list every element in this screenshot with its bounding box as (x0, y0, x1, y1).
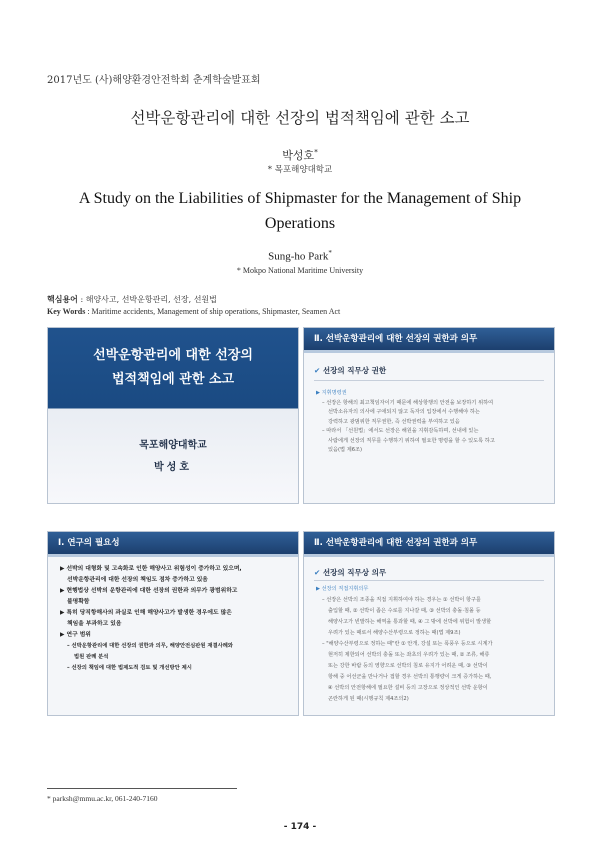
title-korean: 선박운항관리에 대한 선장의 법적책임에 관한 소고 (130, 109, 470, 127)
title-english: A Study on the Liabilities of Shipmaster for the Management of Ship Operations (78, 190, 522, 232)
slide-body: ▶ 지휘명령권 – 선장은 항해의 최고책임자이기 때문에 해상항행의 안전을 보장하기 위하여 선박소유자의 의사에 구애되지 않고 독자의 입장에서 수행해야 하는 강력하고 광범위한 직무권한, 즉 선박권력을 부여하고 있음 – 따라서 「선원법」에서도 선장은 해원을 지휘감독하며, 선내에 있는 사람에게 선장의 직무를 수행하기 위하여 필요한 명령을 할 수 있도록 하고 있음(법 제6조) (316, 390, 495, 453)
conference-header: 2017년도 (사)해양환경안전학회 춘계학술발표회 (47, 75, 261, 86)
slide-subheading: ✔ 선장의 직무상 의무 (314, 568, 387, 577)
divider (314, 380, 544, 381)
slide-subheading: ✔ 선장의 직무상 권한 (314, 366, 387, 375)
slide-body: ▶ 선박의 대형화 및 고속화로 인한 해양사고 위험성이 증가하고 있으며, 선박운항관리에 대한 선장의 책임도 점차 증가하고 있음 ▶ 현행법상 선박의 운항관리에 대한 선장의 권한과 의무가 광범위하고 불명확함 ▶ 특히 당직항해사의 과실로 인해 해양사고가 발생한 경우에도 많은 책임을 부과하고 있음 ▶ 연구 범위 – 선박운항관리에 대한 선장의 권한과 의무, 해양안전심판원 재결사례와 법원 판례 분석 – 선장의 책임에 대한 법제도적 검토 및 개선방안 제시 (60, 566, 242, 671)
slide-heading: Ⅰ. 연구의 필요성 (48, 532, 298, 554)
divider (314, 580, 544, 581)
footnote-rule (47, 788, 237, 789)
author-korean: 박성호* (282, 148, 318, 162)
slide-cover (47, 327, 299, 504)
cover-organization: 목포해양대학교 (139, 440, 207, 451)
slide-necessity (47, 531, 299, 716)
slide-duties (303, 531, 555, 716)
slide-authority (303, 327, 555, 504)
slide-body: ▶ 선장의 직접지휘의무 – 선장은 선박의 조종을 직접 지휘하여야 하는 경우는 ① 선박이 항구를 출입할 때, ② 선박이 좁은 수로를 지나갈 때, ③ 선박의 충돌·침몰 등 해양사고가 빈발하는 해역을 통과할 때, ④ 그 밖에 선박에 위험이 발생할 우려가 있는 때로서 해양수산부령으로 정하는 때(법 제9조) – "해양수산부령으로 정하는 때"란 ① 안개, 강설 또는 폭풍우 등으로 시계가 현저히 제한되어 선박의 충돌 또는 좌초의 우려가 있는 때, ② 조류, 해류 또는 강한 바람 등의 영향으로 선박의 침로 유지가 어려운 때, ③ 선박이 항해 중 어선군을 만나거나 접할 경우 선박의 통행량이 크게 증가하는 때, ④ 선박의 안전항해에 필요한 설비 등의 고장으로 정상적인 선박 운항이 곤란하게 된 때(시행규칙 제4조의2) (316, 586, 493, 702)
affiliation-korean: * 목포해양대학교 (267, 165, 333, 175)
keywords-english: Key Words : Maritime accidents, Management of ship operations, Shipmaster, Seamen Act (47, 307, 341, 316)
keywords-korean: 핵심용어 : 해양사고, 선박운항관리, 선장, 선원법 (47, 294, 217, 304)
cover-title: 선박운항관리에 대한 선장의 법적책임에 관한 소고 (93, 348, 253, 387)
slide-heading: Ⅱ. 선박운항관리에 대한 선장의 권한과 의무 (304, 532, 554, 554)
affiliation-english: * Mokpo National Maritime University (236, 266, 364, 275)
author-english: Sung-ho Park* (268, 249, 332, 263)
footnote: * parksh@mmu.ac.kr, 061-240-7160 (47, 794, 158, 803)
cover-author: 박성호 (154, 462, 192, 473)
page-number: - 174 - (283, 822, 317, 832)
slide-heading: Ⅱ. 선박운항관리에 대한 선장의 권한과 의무 (304, 328, 554, 350)
